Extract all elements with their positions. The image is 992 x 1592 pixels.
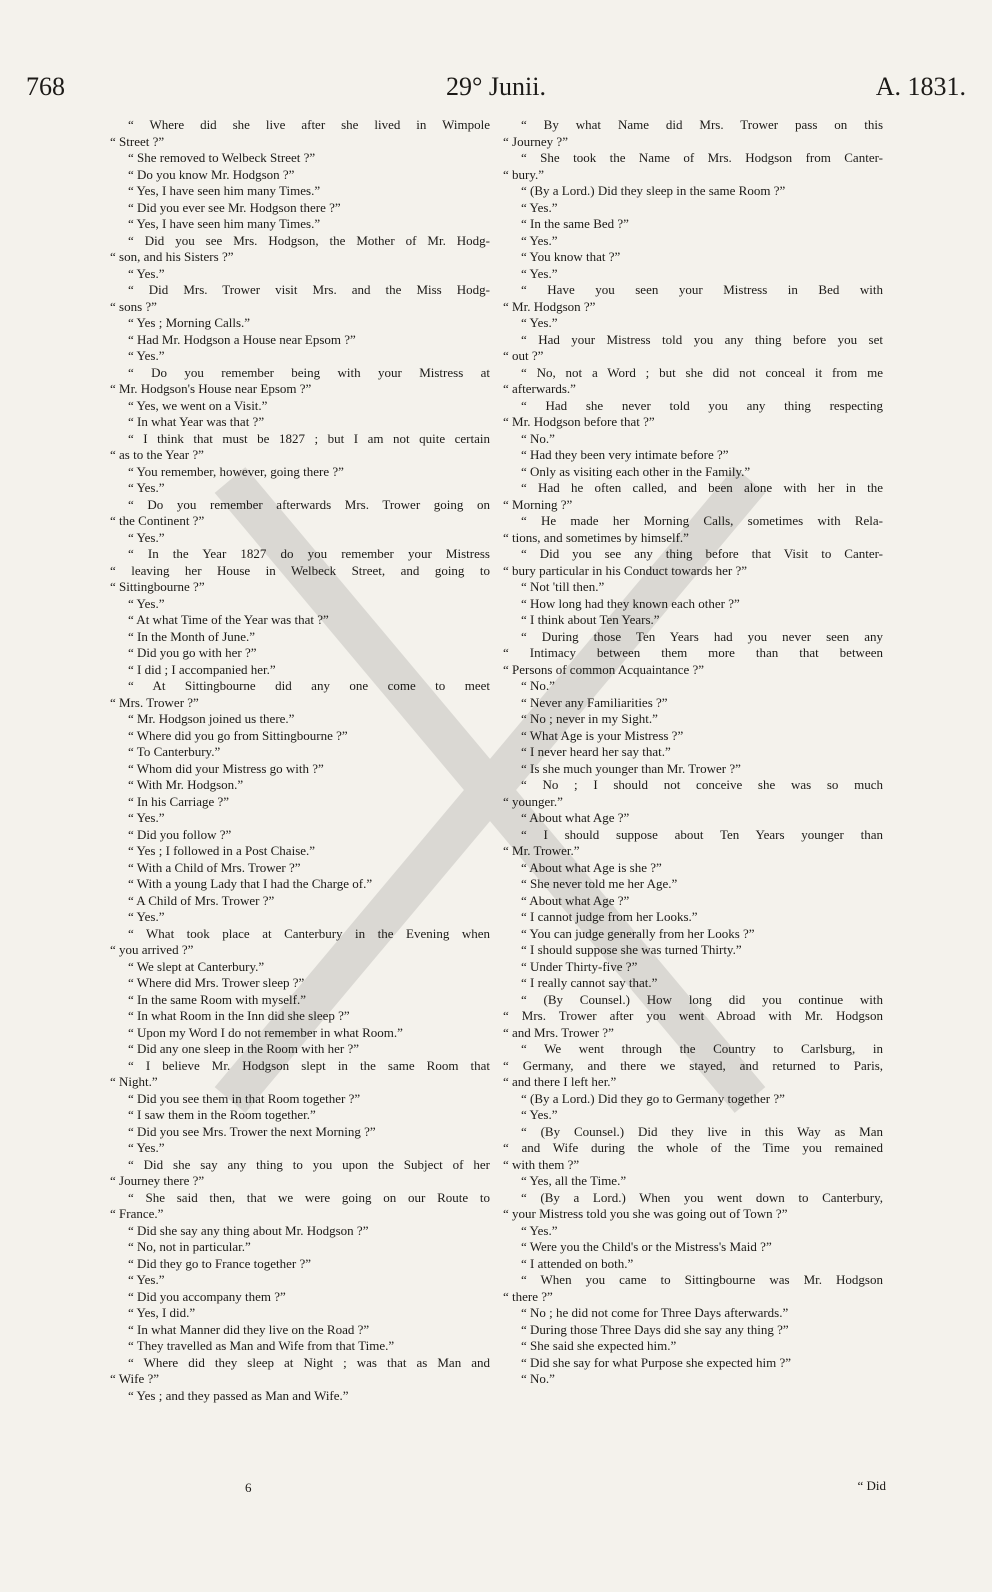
text-line: “ No ; never in my Sight.” [521, 711, 658, 726]
text-line: “ Yes.” [521, 315, 558, 330]
text-line: “ Under Thirty-five ?” [521, 958, 638, 974]
text-line: “ afterwards.” [503, 381, 576, 396]
text-line: “ Mr. Hodgson joined us there.” [128, 711, 295, 726]
text-line: “ She took the Name of Mrs. Hodgson from Canter- [521, 150, 883, 165]
text-line: “ No.” [521, 678, 555, 693]
text-line: “ When you came to Sittingbourne was Mr. Hodgson [521, 1272, 883, 1287]
text-line: “ In his Carriage ?” [128, 793, 230, 809]
text-line: “ Yes.” [521, 199, 558, 215]
text-line: “ I did ; I accompanied her.” [128, 661, 276, 677]
text-line: “ Yes ; and they passed as Man and Wife.” [128, 1387, 349, 1403]
text-line: “ Is she much younger than Mr. Trower ?” [521, 760, 741, 776]
text-line: “ Did you see them in that Room together ?” [128, 1090, 361, 1106]
text-line: “ We went through the Country to Carlsburg, in [521, 1041, 883, 1056]
text-line: “ and Mrs. Trower ?” [503, 1024, 614, 1040]
text-line: “ In the Year 1827 do you remember your Mistress [128, 546, 490, 561]
text-line: “ Did you go with her ?” [128, 645, 257, 660]
text-line: “ Do you remember afterwards Mrs. Trower going on [128, 496, 490, 512]
text-line: “ Did they go to France together ?” [128, 1255, 312, 1271]
text-line: “ In what Year was that ?” [128, 414, 265, 429]
text-line: “ With Mr. Hodgson.” [128, 777, 244, 792]
folio-signature: 6 [245, 1480, 252, 1495]
text-line: “ I think that must be 1827 ; but I am not quite certain [128, 430, 490, 446]
text-line: “ Where did you go from Sittingbourne ?” [128, 727, 348, 743]
text-line: “ Never any Familiarities ?” [521, 694, 668, 710]
text-line: “ (By a Lord.) Did they go to Germany together ?” [521, 1090, 785, 1106]
text-line: “ son, and his Sisters ?” [110, 249, 234, 264]
text-line: “ Yes.” [128, 1140, 165, 1155]
text-line: “ I cannot judge from her Looks.” [521, 909, 698, 924]
text-line: “ Yes.” [521, 1107, 558, 1122]
text-line: “ (By a Lord.) Did they sleep in the same Room ?” [521, 183, 786, 198]
text-line: “ You remember, however, going there ?” [128, 463, 344, 479]
text-line: “ She said she expected him.” [521, 1338, 677, 1353]
text-line: “ Did Mrs. Trower visit Mrs. and the Miss Hodg- [128, 282, 490, 297]
text-line: “ Mrs. Trower ?” [110, 694, 199, 710]
text-line: “ Whom did your Mistress go with ?” [128, 760, 324, 776]
text-line: “ out ?” [503, 348, 544, 363]
text-line: “ No ; he did not come for Three Days afterwards.” [521, 1305, 789, 1320]
text-line: “ and Wife during the whole of the Time you remained [503, 1140, 883, 1155]
text-line: “ In the Month of June.” [128, 628, 256, 644]
text-line: “ Persons of common Acquaintance ?” [503, 661, 705, 677]
text-line: “ Yes.” [128, 595, 165, 611]
text-line: “ your Mistress told you she was going out of Town ?” [503, 1206, 788, 1221]
text-line: “ the Continent ?” [110, 513, 205, 528]
text-line: “ Mr. Hodgson before that ?” [503, 414, 655, 429]
text-line: “ Did she say for what Purpose she expected him ?” [521, 1354, 792, 1370]
text-line: “ tions, and sometimes by himself.” [503, 529, 689, 545]
text-line: “ Where did she live after she lived in Wimpole [128, 117, 490, 132]
text-line: “ No ; I should not conceive she was so much [521, 777, 883, 792]
text-line: “ Yes.” [128, 909, 165, 924]
text-line: “ What Age is your Mistress ?” [521, 727, 684, 743]
text-line: “ (By Counsel.) How long did you continue with [521, 991, 883, 1007]
text-line: “ Do you know Mr. Hodgson ?” [128, 166, 295, 182]
text-line: “ What took place at Canterbury in the Evening when [128, 925, 490, 941]
text-line: “ Yes.” [128, 480, 165, 495]
text-line: “ You know that ?” [521, 249, 621, 264]
text-line: “ She never told me her Age.” [521, 876, 678, 891]
text-line: “ In what Room in the Inn did she sleep ?” [128, 1008, 350, 1023]
text-line: “ Night.” [110, 1074, 158, 1089]
text-line: “ Had she never told you any thing respecting [521, 397, 883, 413]
text-line: “ and there I left her.” [503, 1074, 617, 1089]
text-line: “ She removed to Welbeck Street ?” [128, 150, 316, 165]
text-line: “ Yes.” [128, 348, 165, 363]
text-line: “ leaving her House in Welbeck Street, and going to [110, 562, 490, 578]
text-line: “ with them ?” [503, 1156, 580, 1172]
text-line: “ Yes.” [521, 232, 558, 248]
text-line: “ Mr. Hodgson ?” [503, 298, 596, 314]
page-number: 768 [26, 72, 65, 101]
right-column [503, 117, 883, 1388]
text-line: “ During those Ten Years had you never seen any [521, 628, 883, 644]
text-line: “ In what Manner did they live on the Road ?” [128, 1321, 370, 1337]
page-header [0, 70, 992, 110]
header-date: 29° Junii. [446, 72, 546, 101]
text-line: “ Had they been very intimate before ?” [521, 447, 729, 462]
text-line: “ By what Name did Mrs. Trower pass on this [521, 117, 883, 132]
text-line: “ At Sittingbourne did any one come to meet [128, 678, 490, 693]
text-line: “ Yes.” [521, 265, 558, 281]
text-line: “ Mr. Trower.” [503, 843, 580, 858]
text-line: “ A Child of Mrs. Trower ?” [128, 892, 275, 908]
text-line: “ Yes ; I followed in a Post Chaise.” [128, 843, 316, 858]
text-line: “ He made her Morning Calls, sometimes with Rela- [521, 513, 883, 528]
text-line: “ I believe Mr. Hodgson slept in the same Room that [128, 1057, 490, 1073]
text-line: “ you arrived ?” [110, 942, 194, 957]
text-line: “ Upon my Word I do not remember in what Room.” [128, 1024, 403, 1040]
text-line: “ Did you see any thing before that Visit to Canter- [521, 546, 883, 561]
text-line: “ Did she say any thing to you upon the Subject of her [128, 1156, 490, 1172]
text-line: “ Intimacy between them more than that between [503, 645, 883, 660]
text-line: “ as to the Year ?” [110, 447, 204, 462]
text-line: “ Mrs. Trower after you went Abroad with Mr. Hodgson [503, 1008, 883, 1023]
text-line: “ Not 'till then.” [521, 579, 605, 594]
text-line: “ Yes.” [128, 529, 165, 545]
text-line: “ Yes, we went on a Visit.” [128, 397, 268, 413]
text-line: “ With a young Lady that I had the Charge of.” [128, 876, 373, 891]
text-line: “ No, not in particular.” [128, 1239, 251, 1254]
text-line: “ Had he often called, and been alone with her in the [521, 480, 883, 495]
text-line: “ Yes.” [128, 810, 165, 825]
text-line: “ Did you accompany them ?” [128, 1288, 286, 1304]
text-line: “ How long had they known each other ?” [521, 595, 740, 611]
text-line: “ Do you remember being with your Mistress at [128, 364, 490, 380]
text-line: “ With a Child of Mrs. Trower ?” [128, 859, 301, 875]
text-line: “ Journey ?” [503, 133, 568, 149]
text-line: “ Had your Mistress told you any thing before you set [521, 331, 883, 347]
text-line: “ No.” [521, 430, 555, 446]
text-line: “ Did you follow ?” [128, 826, 232, 842]
text-line: “ At what Time of the Year was that ?” [128, 612, 329, 627]
text-line: “ She said then, that we were going on our Route to [128, 1189, 490, 1205]
text-line: “ France.” [110, 1206, 164, 1221]
text-line: “ To Canterbury.” [128, 744, 221, 759]
text-line: “ Wife ?” [110, 1371, 160, 1386]
text-line: “ Mr. Hodgson's House near Epsom ?” [110, 381, 312, 396]
text-line: “ You can judge generally from her Looks ?” [521, 925, 755, 941]
text-line: “ About what Age ?” [521, 810, 630, 825]
text-line: “ I never heard her say that.” [521, 744, 671, 759]
text-line: “ I should suppose about Ten Years younger than [521, 826, 883, 842]
text-line: “ Only as visiting each other in the Family.” [521, 463, 751, 479]
text-line: “ Were you the Child's or the Mistress's Maid ?” [521, 1239, 772, 1254]
text-line: “ Yes.” [128, 265, 165, 281]
text-line: “ Yes ; Morning Calls.” [128, 315, 251, 330]
text-line: “ I attended on both.” [521, 1255, 634, 1271]
text-line: “ there ?” [503, 1288, 553, 1304]
text-line: “ (By a Lord.) When you went down to Canterbury, [521, 1189, 883, 1205]
text-line: “ Had Mr. Hodgson a House near Epsom ?” [128, 331, 356, 347]
text-line: “ I think about Ten Years.” [521, 612, 660, 627]
catchword: “ Did [857, 1478, 886, 1493]
text-line: “ I really cannot say that.” [521, 975, 658, 990]
text-line: “ Journey there ?” [110, 1173, 205, 1188]
text-line: “ No.” [521, 1371, 555, 1386]
text-line: “ In the same Room with myself.” [128, 991, 306, 1007]
text-line: “ About what Age is she ?” [521, 859, 662, 875]
text-line: “ sons ?” [110, 298, 157, 314]
text-line: “ bury particular in his Conduct towards her ?” [503, 562, 748, 578]
text-line: “ Morning ?” [503, 496, 573, 512]
text-line: “ Did any one sleep in the Room with her ?” [128, 1041, 360, 1056]
text-line: “ During those Three Days did she say any thing ?” [521, 1321, 789, 1337]
text-line: “ Yes.” [521, 1222, 558, 1238]
text-line: “ We slept at Canterbury.” [128, 958, 265, 974]
text-line: “ Did you ever see Mr. Hodgson there ?” [128, 199, 341, 215]
text-line: “ Germany, and there we stayed, and returned to Paris, [503, 1057, 883, 1073]
text-line: “ Where did they sleep at Night ; was that as Man and [128, 1354, 490, 1370]
text-line: “ Where did Mrs. Trower sleep ?” [128, 975, 305, 990]
text-line: “ Yes, I did.” [128, 1305, 196, 1320]
text-line: “ About what Age ?” [521, 892, 630, 908]
text-line: “ Did you see Mrs. Trower the next Morning ?” [128, 1123, 376, 1139]
text-line: “ Yes, all the Time.” [521, 1173, 627, 1188]
text-line: “ I saw them in the Room together.” [128, 1107, 316, 1122]
text-line: “ Did she say any thing about Mr. Hodgson ?” [128, 1222, 369, 1238]
text-line: “ They travelled as Man and Wife from that Time.” [128, 1338, 395, 1353]
text-line: “ Sittingbourne ?” [110, 579, 205, 594]
text-line: “ bury.” [503, 166, 545, 182]
text-line: “ In the same Bed ?” [521, 216, 629, 231]
text-line: “ Street ?” [110, 133, 165, 149]
text-line: “ Yes, I have seen him many Times.” [128, 216, 321, 231]
text-line: “ No, not a Word ; but she did not conceal it from me [521, 364, 883, 380]
text-line: “ Have you seen your Mistress in Bed with [521, 282, 883, 297]
header-year: A. 1831. [875, 72, 966, 101]
text-line: “ (By Counsel.) Did they live in this Way as Man [521, 1123, 883, 1139]
text-line: “ Yes, I have seen him many Times.” [128, 183, 321, 198]
text-line: “ younger.” [503, 793, 563, 809]
text-line: “ Did you see Mrs. Hodgson, the Mother of Mr. Hodg- [128, 232, 490, 248]
text-line: “ I should suppose she was turned Thirty.” [521, 942, 742, 957]
text-line: “ Yes.” [128, 1272, 165, 1287]
left-column [110, 117, 490, 1404]
